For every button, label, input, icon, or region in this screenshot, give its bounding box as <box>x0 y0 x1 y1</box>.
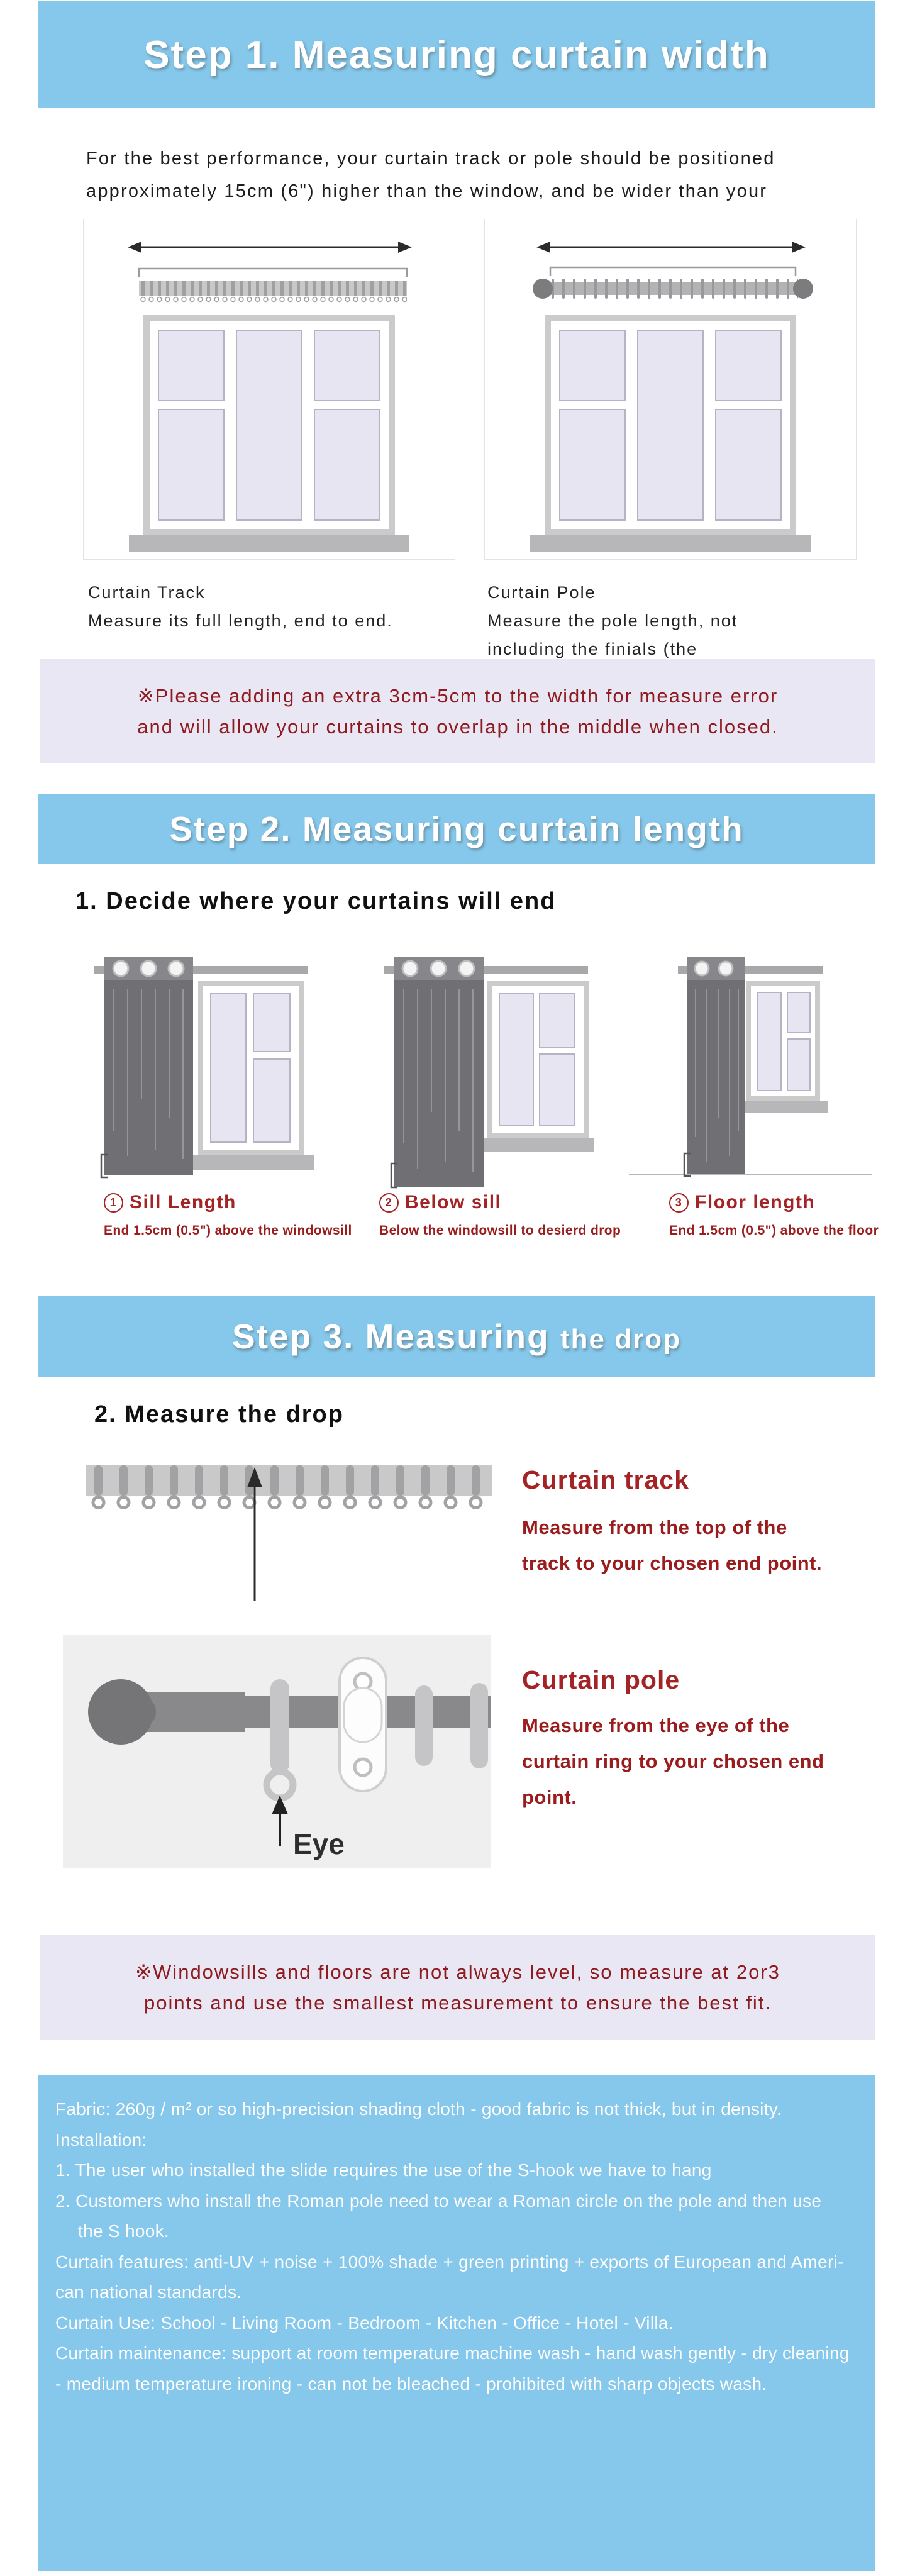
curtain-track-closeup <box>83 1462 498 1610</box>
grommet <box>431 961 446 976</box>
curtain-pole-text: Measure from the eye of the curtain ring to your chosen end point. <box>522 1714 824 1808</box>
footer-line: the S hook. <box>78 2221 169 2241</box>
eye-label: Eye <box>293 1828 345 1860</box>
grommet <box>695 962 709 975</box>
footer-line: 2. Customers who install the Roman pole need to wear a Roman circle on the pole and then use <box>55 2190 822 2211</box>
footer-line: Curtain Use: School - Living Room - Bedroom - Kitchen - Office - Hotel - Villa. <box>55 2312 674 2333</box>
footer-line: can national standards. <box>55 2282 242 2302</box>
grommet <box>719 962 733 975</box>
option2-desc: Below the windowsill to desierd drop <box>379 1223 621 1238</box>
grommet <box>141 961 156 976</box>
footer-line: - medium temperature ironing - can not be bleached - prohibited with sharp objects wash. <box>55 2373 767 2394</box>
finial-right <box>793 279 813 299</box>
arrow-left-head <box>128 242 141 253</box>
curtain-panel <box>394 980 484 1187</box>
grommet <box>402 961 418 976</box>
option1-desc: End 1.5cm (0.5") above the windowsill <box>104 1223 352 1238</box>
step3-title-sub: the drop <box>560 1324 681 1355</box>
grommet <box>459 961 474 976</box>
sill-length-illustration <box>86 942 316 1191</box>
option1-number: 1 <box>104 1193 123 1213</box>
product-details-footer <box>38 2075 875 2571</box>
pole-caption-line1: Measure the pole length, not <box>487 611 738 630</box>
window-frame <box>545 315 796 535</box>
option3-label: 3 Floor length <box>669 1192 815 1213</box>
finial-left <box>533 279 553 299</box>
window-frame <box>143 315 395 535</box>
track-hook-eyes <box>86 1496 492 1512</box>
drop-note-box <box>40 1935 875 2040</box>
track-caption-title: Curtain Track <box>88 583 206 602</box>
windowsill <box>129 535 409 552</box>
windowsill <box>740 1101 828 1113</box>
step3-subtitle: 2. Measure the drop <box>94 1401 344 1428</box>
step2-title: Step 2. Measuring curtain length <box>169 809 744 848</box>
arrow-right-head <box>398 242 412 253</box>
track-caption-line: Measure its full length, end to end. <box>88 611 393 630</box>
footer-line: Fabric: 260g / m² or so high-precision shading cloth - good fabric is not thick, but in density. <box>55 2099 782 2119</box>
option3-desc: End 1.5cm (0.5") above the floor <box>669 1223 879 1238</box>
curtain-track-heading: Curtain track <box>522 1465 689 1494</box>
option3-number: 3 <box>669 1193 689 1213</box>
option2-label: 2 Below sill <box>379 1192 501 1213</box>
pole-caption-line2: including the finials (the <box>487 640 698 658</box>
curtain-ring <box>270 1679 289 1774</box>
windowsill <box>530 535 811 552</box>
step2-subtitle: 1. Decide where your curtains will end <box>75 888 557 914</box>
grommet <box>169 961 184 976</box>
windowsill <box>191 1155 314 1170</box>
step3-title: Step 3. Measuring the drop <box>232 1317 681 1356</box>
floor-line <box>629 1174 872 1175</box>
option1-label: 1 Sill Length <box>104 1192 236 1213</box>
window-pole-illustration <box>484 219 857 560</box>
footer-line: Installation: <box>55 2129 147 2150</box>
window-track-drawing <box>84 219 455 557</box>
drop-note-line1: ※Windowsills and floors are not always level, so measure at 2or3 <box>135 1961 780 1983</box>
measure-bracket <box>550 267 796 276</box>
floor-length-illustration <box>623 942 874 1194</box>
pole-caption-title: Curtain Pole <box>487 583 596 602</box>
width-note-line2: and will allow your curtains to overlap in the middle when closed. <box>137 716 779 738</box>
pole-rings <box>548 279 798 299</box>
bracket-collar <box>344 1688 382 1742</box>
window-track-illustration <box>83 219 455 560</box>
curtain-pole-heading: Curtain pole <box>522 1665 680 1694</box>
finial-collar <box>143 1701 156 1723</box>
curtain-panel <box>104 980 193 1175</box>
windowsill <box>479 1138 594 1152</box>
grommet <box>113 961 128 976</box>
step1-header-band <box>38 1 875 108</box>
window-pole-drawing <box>485 219 856 557</box>
width-note-line1: ※Please adding an extra 3cm-5cm to the width for measure error <box>137 685 779 707</box>
measure-bracket <box>139 269 407 277</box>
footer-line: 1. The user who installed the slide requires the use of the S-hook we have to hang <box>55 2160 712 2180</box>
option2-number: 2 <box>379 1193 399 1213</box>
curtain-track-text: Measure from the top of the track to your chosen end point. <box>522 1516 823 1574</box>
width-note-box <box>40 659 875 763</box>
bracket-screw-bottom <box>355 1759 371 1775</box>
track-hooks <box>139 296 407 304</box>
below-sill-illustration <box>377 942 594 1194</box>
curtain-ring <box>470 1683 488 1768</box>
step1-intro-line2: approximately 15cm (6") higher than the window, and be wider than your <box>86 181 768 201</box>
arrow-right-head <box>792 242 806 253</box>
step1-title: Step 1. Measuring curtain width <box>143 33 770 77</box>
pole-bar <box>145 1696 491 1728</box>
drop-note-line2: points and use the smallest measurement to ensure the best fit. <box>144 1992 772 2014</box>
footer-line: Curtain features: anti-UV + noise + 100% shade + green printing + exports of European and Ameri- <box>55 2251 844 2272</box>
curtain-pole-closeup <box>63 1635 491 1868</box>
footer-line: Curtain maintenance: support at room temperature machine wash - hand wash gently - dry cleaning <box>55 2343 850 2363</box>
curtain-ring <box>415 1685 433 1766</box>
step3-header-band <box>38 1296 875 1377</box>
step1-intro-line1: For the best performance, your curtain track or pole should be positioned <box>86 148 775 169</box>
step2-header-band <box>38 794 875 864</box>
arrow-left-head <box>536 242 550 253</box>
